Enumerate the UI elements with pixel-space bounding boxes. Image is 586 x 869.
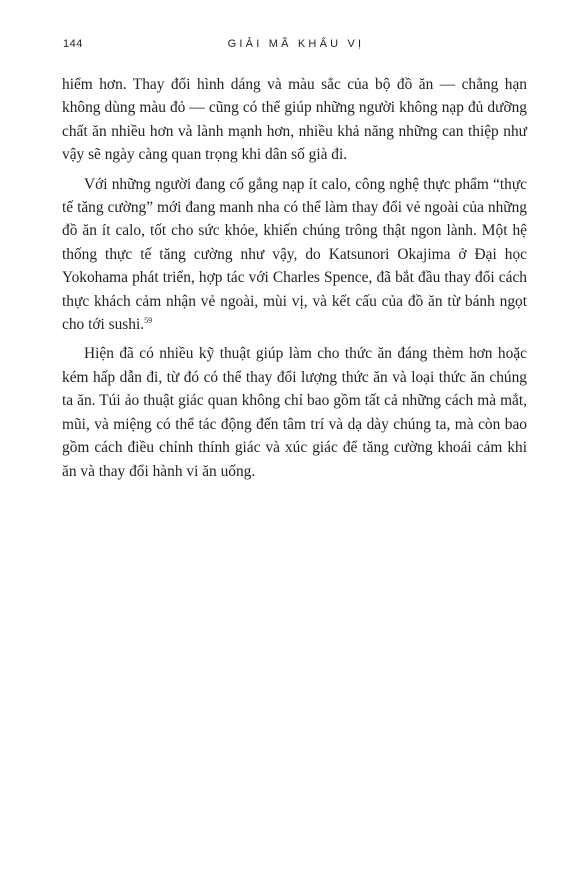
paragraph-1: [62, 73, 527, 167]
paragraph-3-text: Hiện đã có nhiều kỹ thuật giúp làm cho thức ăn đáng thèm hơn hoặc kém hấp dẫn đi, từ đó có thể thay đổi lượng thức ăn và loại thức ăn chúng ta ăn. Túi ảo thuật giác quan không chỉ bao gồm tất cả những cách mà mắt, mũi, và miệng có thể tác động đến tâm trí và dạ dày chúng ta, mà còn bao gồm cách điều chỉnh thính giác và xúc giác để tăng cường khoái cảm khi ăn và thay đổi hành vi ăn uống.: [62, 345, 527, 480]
paragraph-3: [62, 342, 527, 482]
paragraph-2: [62, 173, 527, 337]
paragraph-1-text: hiểm hơn. Thay đổi hình dáng và màu sắc của bộ đồ ăn — chẳng hạn không dùng màu đỏ — cũng có thể giúp những người không nạp đủ dưỡng chất ăn nhiều hơn và lành mạnh hơn, nhiều khả năng những can thiệp như vậy sẽ ngày càng quan trọng khi dân số già đi.: [62, 76, 527, 164]
footnote-ref: 59: [144, 315, 153, 325]
body-text: [62, 73, 527, 489]
running-head: GIẢI MÃ KHẨU VỊ: [227, 38, 365, 50]
page-number: 144: [63, 38, 83, 50]
paragraph-2-text: Với những người đang cố gắng nạp ít calo, công nghệ thực phẩm “thực tế tăng cường” mới đang manh nha có thể làm thay đổi vẻ ngoài của những đồ ăn ít calo, tốt cho sức khỏe, khiến chúng trông thật ngon lành. Một hệ thống thực tế tăng cường như vậy, do Katsunori Okajima ở Đại học Yokohama phát triển, hợp tác với Charles Spence, đã bắt đầu thay đổi cách thực khách cảm nhận vẻ ngoài, mùi vị, và kết cấu của đồ ăn từ bánh ngọt cho tới sushi.: [62, 175, 527, 334]
